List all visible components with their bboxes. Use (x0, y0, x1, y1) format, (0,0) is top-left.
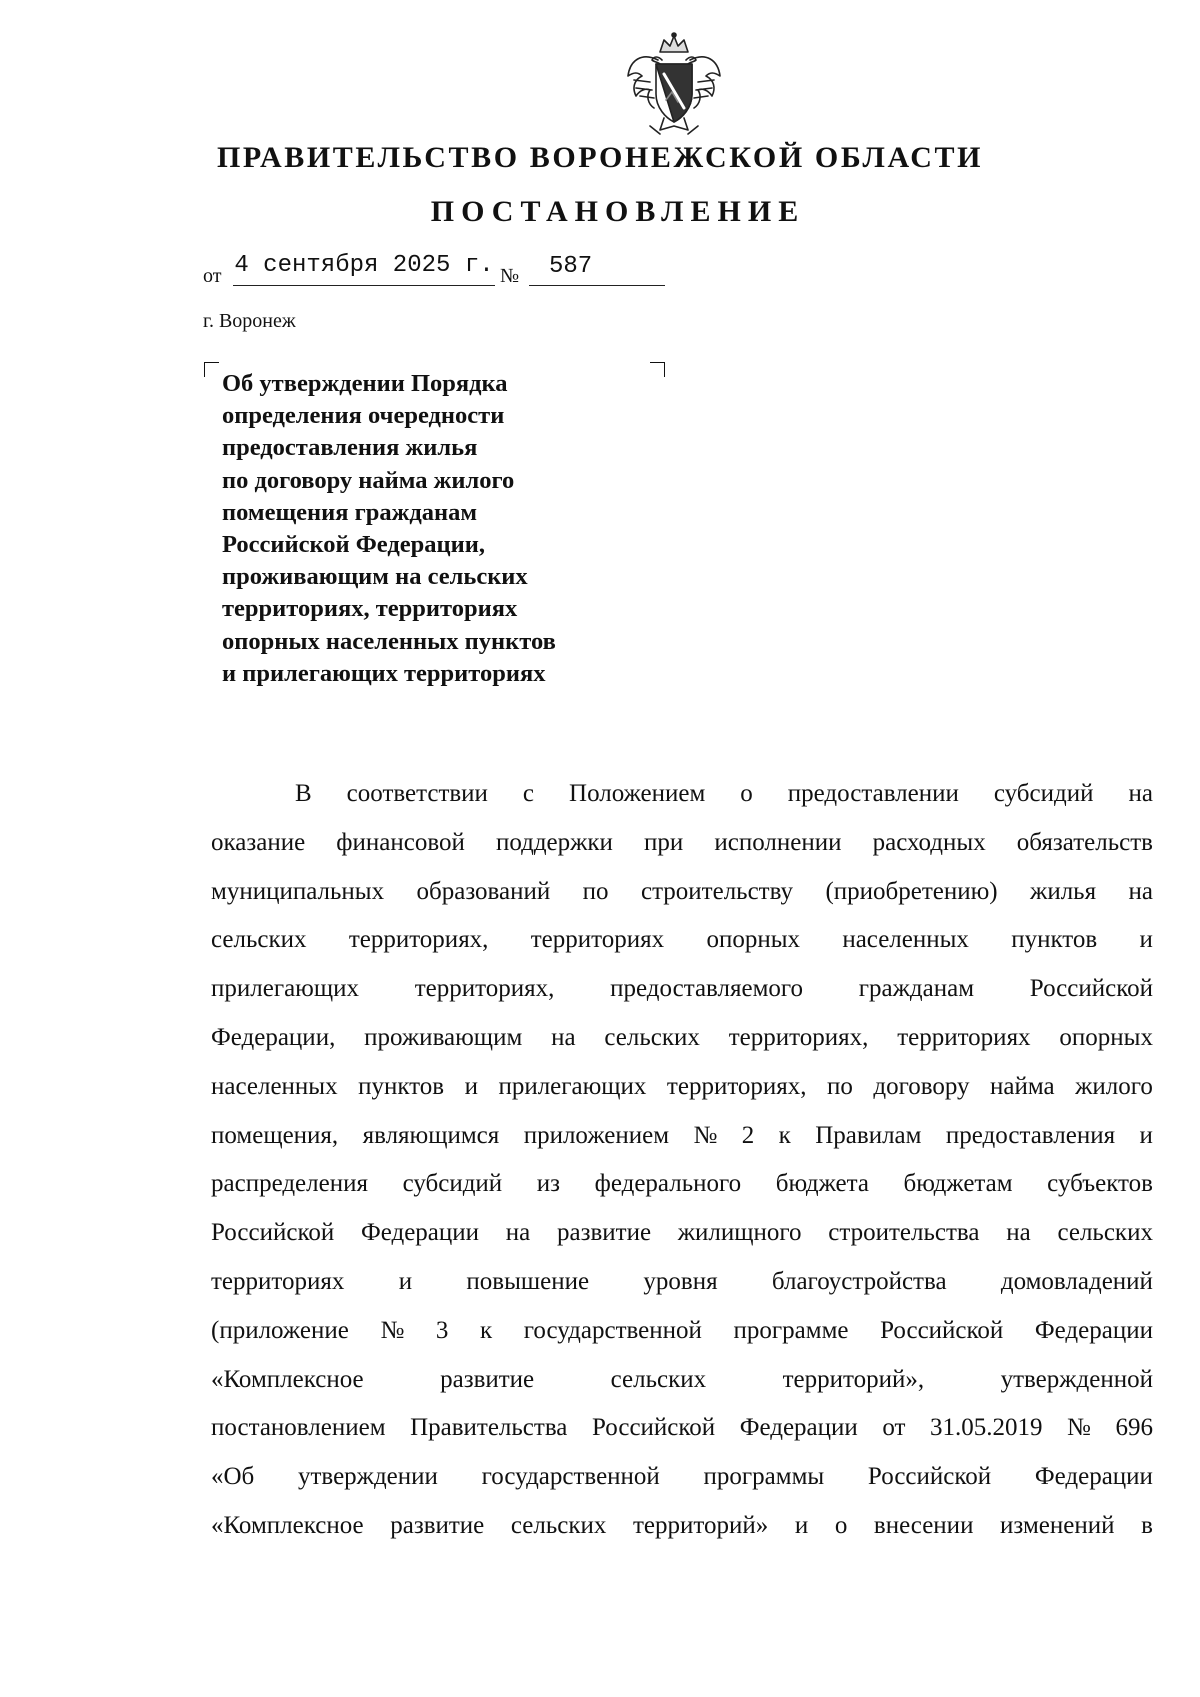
document-body (211, 770, 1153, 1551)
subject-line: Российской Федерации, (222, 531, 485, 559)
body-line: Федерации, проживающим на сельских территориях, территориях опорных (211, 1023, 1153, 1051)
body-line: территориях и повышение уровня благоустройства домовладений (211, 1267, 1153, 1295)
subject-line: определения очередности (222, 402, 505, 430)
date-number-line (203, 250, 683, 290)
body-line: населенных пунктов и прилегающих территориях, по договору найма жилого (211, 1072, 1153, 1100)
date-prefix: от (203, 265, 222, 287)
body-line: В соответствии с Положением о предоставлении субсидий на (295, 780, 1153, 807)
body-line: «Комплексное развитие сельских территорий» и о внесении изменений в (211, 1511, 1153, 1539)
body-line: распределения субсидий из федерального бюджета бюджетам субъектов (211, 1170, 1153, 1198)
body-line: сельских территориях, территориях опорных населенных пунктов и (211, 926, 1153, 954)
number-prefix: № (500, 265, 520, 287)
body-line: помещения, являющимся приложением № 2 к Правилам предоставления и (211, 1121, 1153, 1149)
body-line: «Комплексное развитие сельских территорий», утвержденной (211, 1365, 1153, 1393)
subject-line: территориях, территориях (222, 595, 518, 623)
document-subject (222, 368, 662, 690)
subject-line: проживающим на сельских (222, 563, 528, 591)
document-type: ПОСТАНОВЛЕНИЕ (430, 195, 806, 228)
body-line: «Об утверждении государственной программы Российской Федерации (211, 1463, 1153, 1491)
number-field: 587 (529, 252, 665, 286)
body-line: (приложение № 3 к государственной программе Российской Федерации (211, 1316, 1153, 1344)
subject-line: предоставления жилья (222, 434, 478, 462)
voronezh-coat-of-arms-icon (620, 30, 728, 138)
organization-title: ПРАВИТЕЛЬСТВО ВОРОНЕЖСКОЙ ОБЛАСТИ (216, 141, 984, 174)
body-line: прилегающих территориях, предоставляемого гражданам Российской (211, 975, 1153, 1003)
subject-line: по договору найма жилого (222, 466, 515, 494)
body-line: постановлением Правительства Российской Федерации от 31.05.2019 № 696 (211, 1414, 1153, 1442)
body-line: муниципальных образований по строительству (приобретению) жилья на (211, 877, 1153, 905)
date-field: 4 сентября 2025 г. (233, 251, 495, 286)
body-line: Российской Федерации на развитие жилищного строительства на сельских (211, 1219, 1153, 1247)
subject-line: и прилегающих территориях (222, 659, 546, 687)
subject-line: помещения гражданам (222, 498, 478, 526)
city: г. Воронеж (203, 310, 296, 332)
body-line: оказание финансовой поддержки при исполнении расходных обязательств (211, 828, 1153, 856)
subject-line: Об утверждении Порядка (222, 370, 508, 397)
subject-corner-left (204, 362, 219, 377)
subject-line: опорных населенных пунктов (222, 627, 556, 655)
